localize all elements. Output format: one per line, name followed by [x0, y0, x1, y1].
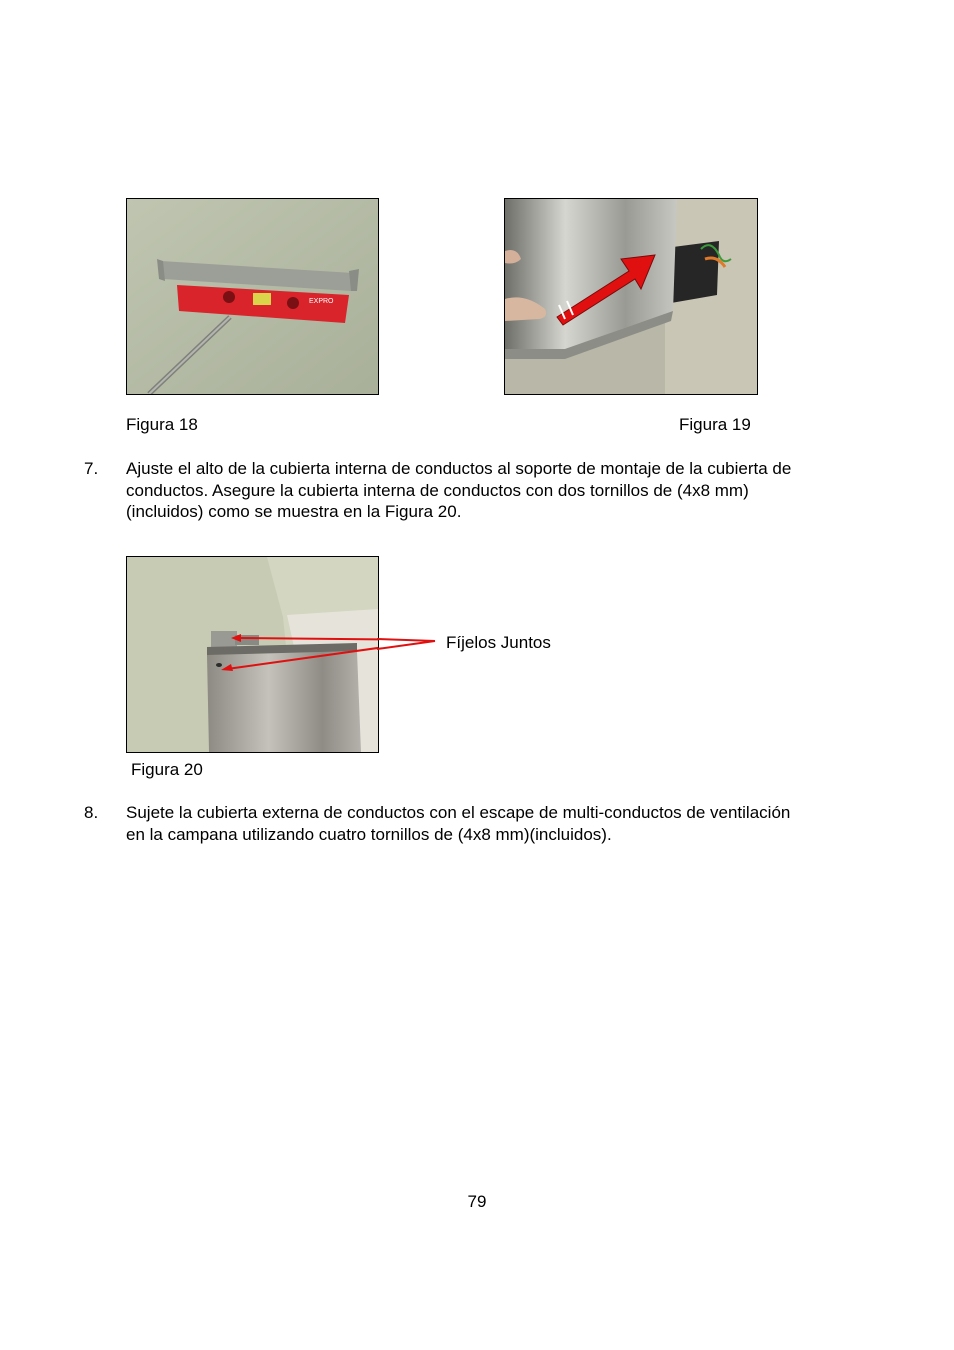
figure-19-photo [504, 198, 758, 395]
step-text [126, 802, 866, 845]
page-number: 79 [467, 1192, 487, 1211]
figure-20-annotation: Fíjelos Juntos [446, 633, 551, 652]
annotation-arrows [377, 630, 437, 660]
step-number: 7. [84, 459, 99, 478]
step-text [126, 458, 866, 523]
figure-20-caption: Figura 20 [131, 760, 203, 779]
step-line: Sujete la cubierta externa de conductos con el escape de multi-conductos de ventilación [126, 803, 791, 822]
figure-20-photo [126, 556, 379, 753]
step-line: conductos. Asegure la cubierta interna de conductos con dos tornillos de (4x8 mm) [126, 480, 749, 500]
step-line: Ajuste el alto de la cubierta interna de conductos al soporte de montaje de la cubierta de [126, 459, 792, 478]
figure-18-caption: Figura 18 [126, 415, 198, 434]
step-line: (incluidos) como se muestra en la Figura 20. [126, 502, 462, 521]
level-brand-text: EXPRO [309, 298, 334, 305]
figure-19-caption: Figura 19 [679, 415, 751, 434]
step-number: 8. [84, 803, 99, 822]
figure-18-photo [126, 198, 379, 395]
step-line: en la campana utilizando cuatro tornillos de (4x8 mm)(incluidos). [126, 824, 612, 844]
